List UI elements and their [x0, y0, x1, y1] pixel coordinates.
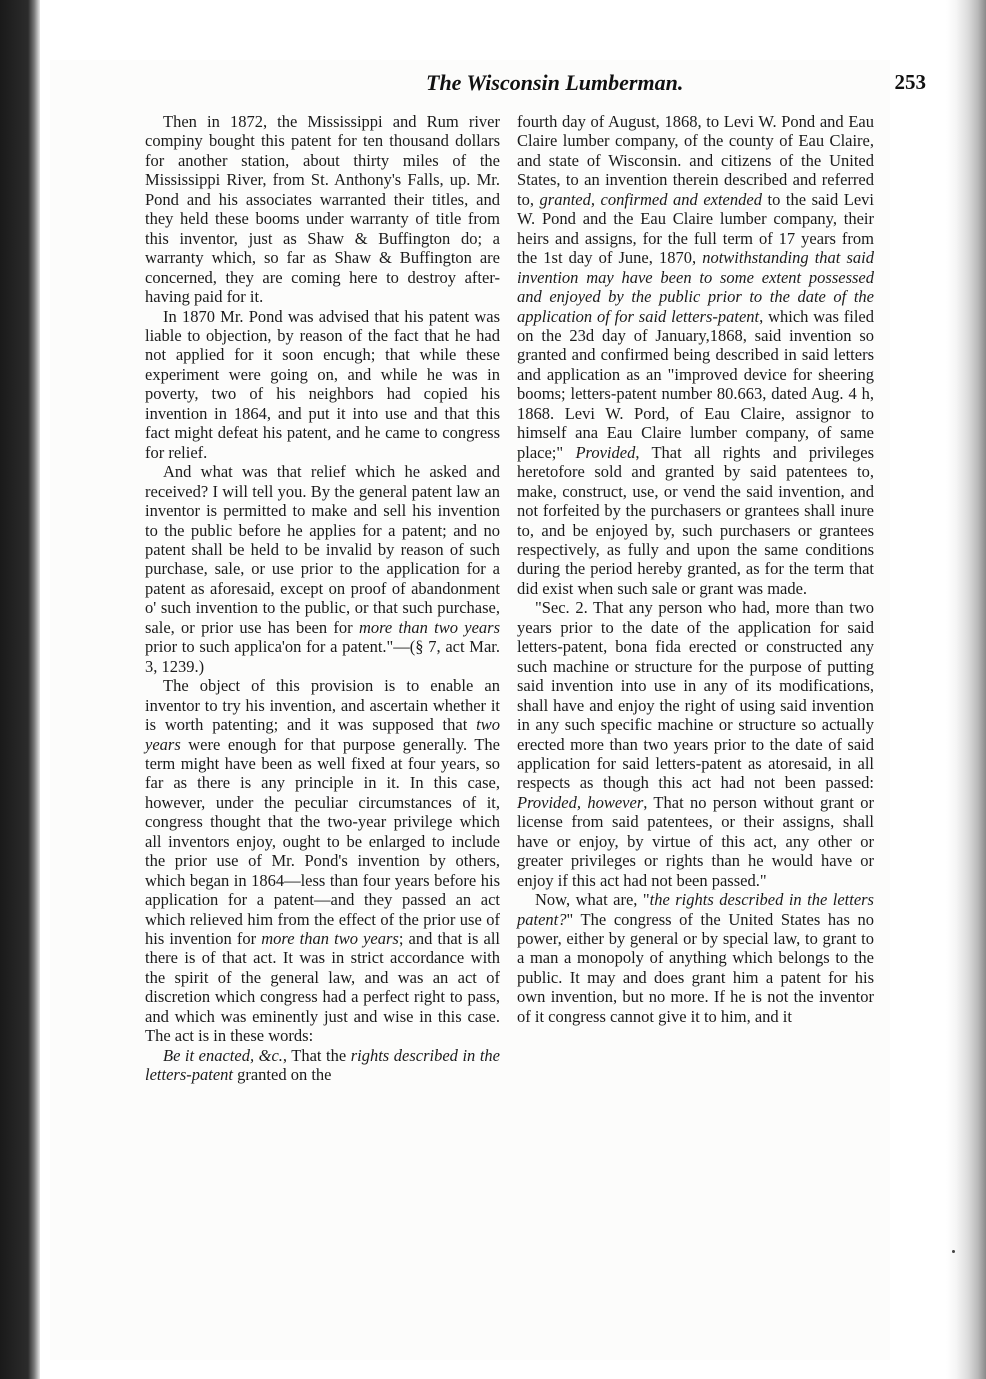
italic-text: more than two years — [261, 929, 399, 949]
paragraph — [145, 462, 500, 676]
italic-text: Provided, however — [517, 792, 644, 812]
running-title: The Wisconsin Lumberman. — [426, 70, 684, 95]
right-column — [517, 112, 874, 1026]
paragraph-text: And what was that relief which he asked and received? I will tell you. By the general patent law an inventor is permitted to make and sell his invention to the public before he applies for a patent; and no patent shall be held to be invalid by reason of such purchase, sale, or use prior to the application for a patent as aforesaid, except on proof of abandonment o' such invention to the public, or that such purchase, sale, or prior use has been for — [145, 462, 500, 637]
italic-text: granted, confirmed and extended — [539, 189, 762, 209]
paragraph-text: , That the — [282, 1045, 351, 1065]
left-column — [145, 112, 500, 1085]
paragraph-text: , That all rights and privileges heretofore sold and granted by said patentees to, make, construct, use, or vend the said invention, and not forfeited by the purchasers or grantees shall inure to, and be enjoyed by, such purchasers or grantees respectively, as fully and upon the same conditions during the period hereby granted, as for the term that did exist when such sale or grant was made. — [517, 442, 874, 598]
paragraph — [517, 112, 874, 598]
paragraph — [145, 1046, 500, 1085]
paragraph-text: Now, what are, " — [535, 890, 650, 910]
paragraph-text: " The congress of the United States has no power, either by general or by special law, to grant to a man a monopoly of anything which belongs to the public. It may and does grant him a patent for his own invention, but no more. If he is not the inventor of it congress cannot give it to him, and it — [517, 909, 874, 1026]
paragraph-text: granted on the — [232, 1065, 332, 1085]
paragraph-text: prior to such applica'on for a patent."—(§ 7, act Mar. 3, 1239.) — [145, 637, 500, 676]
paragraph — [517, 890, 874, 1026]
paragraph-text: were enough for that purpose generally. The term might have been as well fixed at four years, so far as there is any principle in it. In this case, however, under the peculiar circumstances of it, congress thought that the two-year privilege which all inventors enjoy, ought to be enlarged to include the prior use of Mr. Pond's invention by others, which began in 1864—less than four years before his application for a patent—and they passed an act which relieved him from the effect of the prior use of his invention for — [145, 734, 500, 949]
italic-text: Be it enacted, &c. — [163, 1045, 283, 1065]
paragraph-text: , which was filed on the 23d day of January,1868, said invention so granted and confirmed being described in said letters and application as an "improved device for sheering booms; letters-patent number 80.663, dated Aug. 4 h, 1868. Levi W. Pord, of Eau Claire, assignor to himself ana Eau Claire lumber company, of same place;" — [517, 306, 874, 462]
paragraph — [145, 307, 500, 463]
paragraph — [517, 598, 874, 890]
italic-text: rights described in the letters-patent — [145, 1045, 500, 1085]
margin-dot — [952, 1250, 955, 1253]
italic-text: Provided — [575, 442, 636, 462]
running-head — [146, 70, 926, 102]
italic-text: two years — [145, 715, 500, 754]
paragraph-text: to the said Levi W. Pond and the Eau Claire lumber company, their heirs and assigns, for the full term of 17 years from the 1st day of June, 1870, — [517, 189, 875, 268]
italic-text: notwithstanding that said invention may have been to some extent possessed and enjoyed by the public prior to the date of the application of for said letters-patent — [517, 248, 874, 326]
page-number: 253 — [894, 70, 926, 94]
book-page — [50, 60, 926, 1360]
scan-page-edge — [946, 0, 986, 1379]
paragraph-text: Then in 1872, the Mississippi and Rum river compiny bought this patent for ten thousand dollars for another station, about thirty miles of the Mississippi River, from St. Anthony's Falls, up. Mr. Pond and his associates warranted their titles, and they held these booms under warranty of title from this inventor, just as Shaw & Buffington do; a warranty which, so far as Shaw & Buffington are concerned, they are coming here to destroy after-having paid for it. — [145, 112, 500, 307]
paragraph-text: In 1870 Mr. Pond was advised that his patent was liable to objection, by reason of the fact that he had not applied for it soon encugh; that while these experiment were going on, and while he was in poverty, two of his neighbors had copied his invention in 1864, and put it into use and that this fact might defeat his patent, and he came to congress for relief. — [145, 306, 500, 462]
scan-binding-shadow — [0, 0, 40, 1379]
paragraph — [145, 112, 500, 307]
paragraph-text: ; and that is all there is of that act. It was in strict accordance with the spirit of the general law, and was an act of discretion which congress had a perfect right to pass, and which was eminently just and wise in this case. The act is in these words: — [145, 929, 500, 1046]
paragraph-text: "Sec. 2. That any person who had, more than two years prior to the date of the application for said letters-patent, bona fida erected or constructed any such machine or structure for the purpose of putting said invention into use in any of its modifications, shall have and enjoy the right of using said invention in any such specific machine or structure so actually erected more than two years prior to the date of said application for said letters-patent as atoresaid, in all respects as though this act had not been passed: — [517, 598, 874, 793]
italic-text: more than two years — [358, 617, 500, 637]
italic-text: the rights described in the letters patent? — [517, 890, 874, 929]
paragraph-text: fourth day of August, 1868, to Levi W. Pond and Eau Claire lumber company, of the county of Eau Claire, and state of Wisconsin. and citizens of the United States, to an invention therein described and referred to, — [517, 112, 874, 209]
paragraph-text: The object of this provision is to enable an inventor to try his invention, and ascertain whether it is worth patenting; and it was supposed that — [145, 676, 500, 735]
paragraph — [145, 676, 500, 1046]
paragraph-text: , That no person without grant or license from said patentees, or their assigns, shall have or enjoy, by virtue of this act, any other or greater privileges or rights than he would have or enjoy if this act had not been passed." — [517, 792, 874, 890]
